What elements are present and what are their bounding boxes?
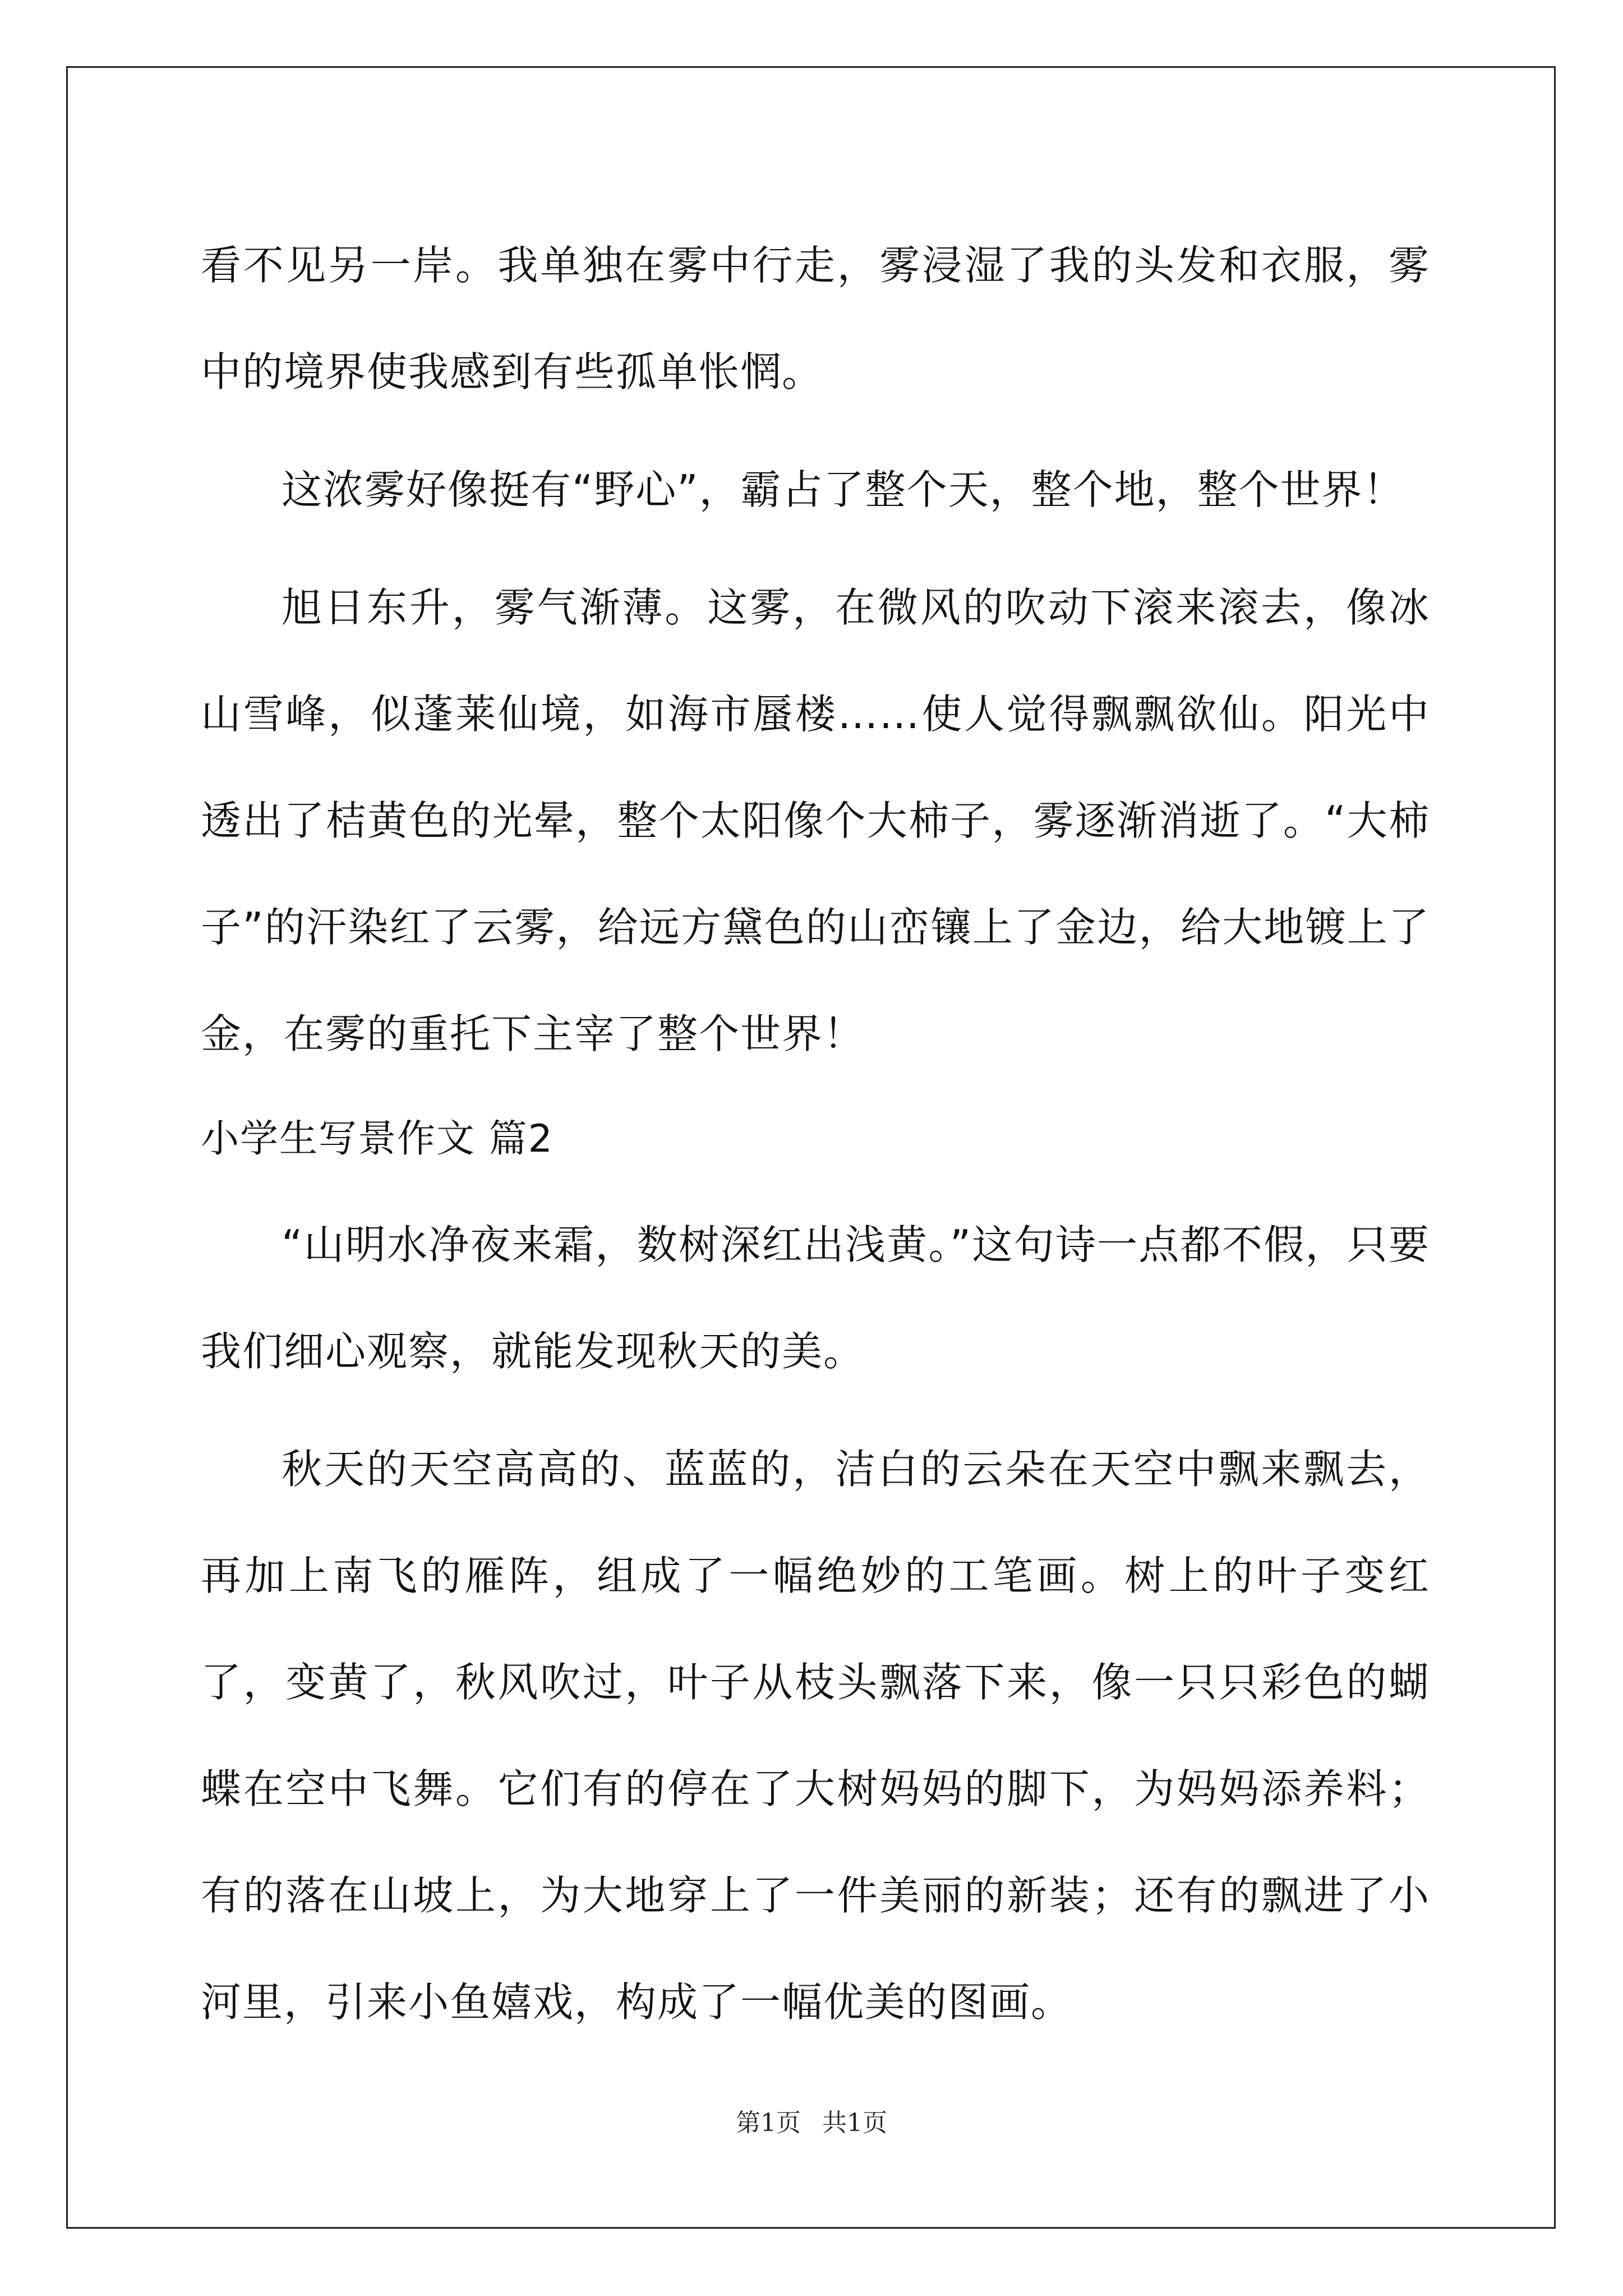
paragraph-autumn: 秋天的天空高高的、蓝蓝的，洁白的云朵在天空中飘来飘去，再加上南飞的雁阵，组成了一幅绝妙的工笔画。树上的叶子变红了，变黄了，秋风吹过，叶子从枝头飘落下来，像一只只彩色的蝴蝶在空中飞舞。它们有的停在了大树妈妈的脚下，为妈妈添养料；有的落在山坡上，为大地穿上了一件美丽的新装；还有的飘进了小河里，引来小鱼嬉戏，构成了一幅优美的图画。 [201, 1446, 1430, 2026]
paragraph-poem: “山明水净夜来霜，数树深红出浅黄。”这句诗一点都不假，只要我们细心观察，就能发现秋天的美。 [201, 1221, 1430, 1375]
paragraph-continuation: 看不见另一岸。我单独在雾中行走，雾浸湿了我的头发和衣服，雾中的境界使我感到有些孤单怅惘。 [201, 242, 1430, 395]
paragraph-fog-ambition: 这浓雾好像挺有“野心”，霸占了整个天，整个地，整个世界！ [282, 466, 1405, 513]
paragraph-sunrise: 旭日东升，雾气渐薄。这雾，在微风的吹动下滚来滚去，像冰山雪峰，似蓬莱仙境，如海市蜃楼……使人觉得飘飘欲仙。阳光中透出了桔黄色的光晕，整个太阳像个大柿子，雾逐渐消逝了。“大柿子”的汗染红了云雾，给远方黛色的山峦镶上了金边，给大地镀上了金，在雾的重托下主宰了整个世界！ [201, 584, 1430, 1057]
page-total: 共1页 [822, 2109, 887, 2137]
document-body [201, 212, 1430, 2055]
page-footer [0, 2102, 1623, 2138]
section-heading: 小学生写景作文 篇2 [201, 1117, 554, 1161]
page-number: 第1页 [736, 2109, 801, 2137]
